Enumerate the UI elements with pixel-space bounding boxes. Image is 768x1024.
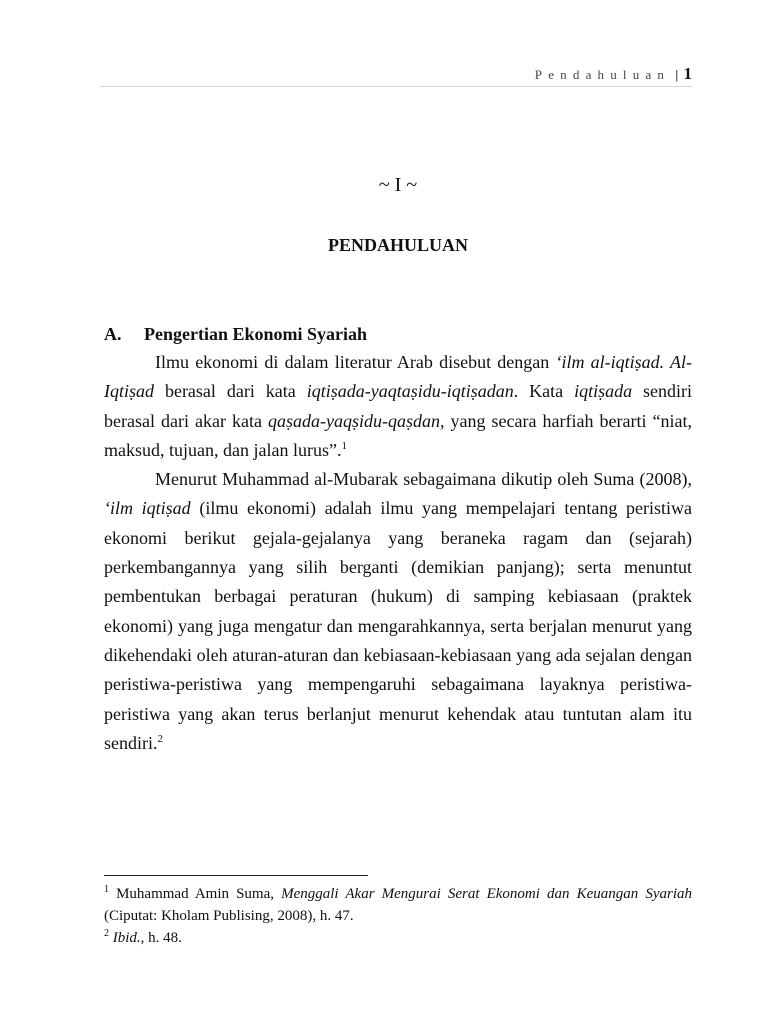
footnote	[104, 883, 692, 927]
running-header-section: Pendahuluan	[534, 67, 671, 82]
section-title: Pengertian Ekonomi Syariah	[144, 324, 368, 344]
text-run: Ilmu ekonomi di dalam literatur Arab disebut dengan	[155, 352, 556, 372]
paragraph	[104, 465, 692, 758]
running-header	[104, 64, 692, 84]
footnote-author: Muhammad Amin Suma,	[109, 886, 282, 902]
footnotes	[104, 883, 692, 949]
running-header-separator: |	[675, 67, 679, 82]
text-run: sendiri berasal dari akar kata	[104, 381, 693, 431]
footnote-number: 2	[104, 928, 109, 939]
text-run: berasal dari kata	[154, 381, 307, 402]
text-run: . Kata	[513, 381, 575, 402]
footnote-title: Menggali Akar Mengurai Serat Ekonomi dan Keuangan Syariah	[281, 886, 692, 902]
footnote-title: Ibid.	[112, 930, 141, 946]
section-letter: A.	[104, 324, 122, 344]
footnote-text: , h. 48.	[140, 930, 182, 946]
italic-term: ‘ilm al-iqtiṣad. Al-Iqtiṣad	[104, 352, 693, 402]
text-run: , yang secara harfiah berarti “niat, maksud, tujuan, dan jalan lurus”.	[104, 410, 692, 460]
header-divider	[100, 86, 692, 87]
chapter-title: PENDAHULUAN	[327, 235, 468, 255]
footnote-number: 1	[104, 884, 109, 895]
footnote-text: (Ciputat: Kholam Publising, 2008), h. 47.	[104, 908, 354, 924]
footnote-divider	[104, 875, 368, 876]
italic-term: ‘ilm iqtiṣad	[104, 498, 191, 519]
paragraph	[104, 348, 692, 465]
body-text	[104, 348, 692, 758]
italic-term: qaṣada-yaqṣidu-qaṣdan	[268, 410, 441, 431]
section-heading	[104, 320, 692, 349]
text-run: (ilmu ekonomi) adalah ilmu yang mempelajari tentang peristiwa ekonomi berikut gejala-gejalanya yang beraneka ragam dan (sejarah) perkembangannya yang silih berganti (demikian panjang); serta menuntut pembentukan berbagai peraturan (hukum) di samping kebiasaan (praktek ekonomi) yang juga mengatur dan mengarahkannya, serta berjalan menurut yang dikehendaki oleh aturan-aturan dan kebiasaan-kebiasaan yang ada sejalan dengan peristiwa-peristiwa yang mempengaruhi sebagaimana layaknya peristiwa-peristiwa yang akan terus berlanjut menurut kehendak atau tuntutan alam itu sendiri.	[104, 498, 692, 753]
text-run: Menurut Muhammad al-Mubarak sebagaimana dikutip oleh Suma (2008),	[155, 469, 692, 490]
italic-term: iqtiṣada	[574, 381, 633, 402]
page-number: 1	[683, 64, 692, 83]
footnote-ref[interactable]: 2	[157, 732, 163, 745]
footnote-ref[interactable]: 1	[341, 439, 347, 452]
chapter-marker: ~ I ~	[378, 174, 418, 196]
italic-term: iqtiṣada-yaqtaṣidu-iqtiṣadan	[306, 381, 514, 402]
footnote	[104, 927, 692, 949]
